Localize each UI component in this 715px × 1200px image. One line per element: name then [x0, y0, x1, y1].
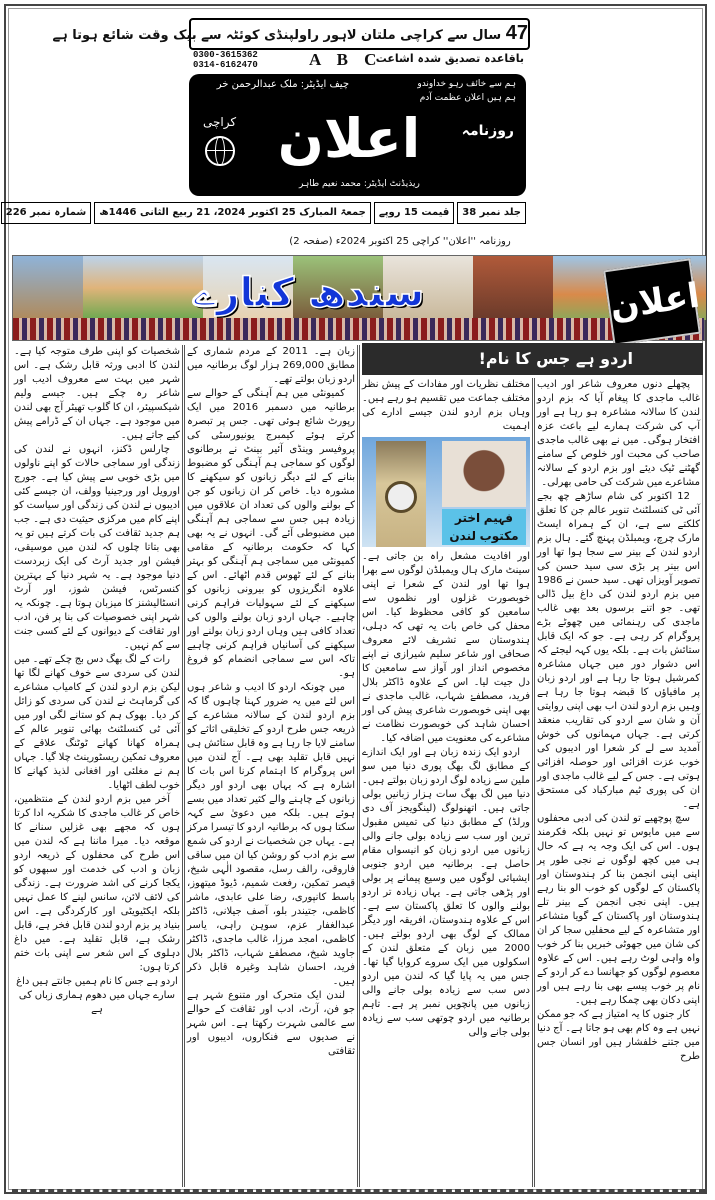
tagline-number: 47 [505, 22, 528, 44]
banner-title: سندھ کنارے [193, 270, 425, 316]
banner-photo [473, 256, 553, 320]
column-divider [532, 378, 535, 1187]
issue-info-row [5, 202, 526, 224]
certified-label: باقاعدہ تصدیق شدہ اشاعت [375, 52, 524, 65]
masthead [5, 12, 530, 228]
article-column-2 [362, 378, 530, 1040]
paragraph: اور افادیت مشعل راہ بن جاتی ہے۔ سینٹ مارک ہال ویمبلڈن لوگوں سے بھرا ہوا تھا اور لندن کے شعرا نے اپنی خوبصورت غزلوں اور نظموں سے سامعین کو کافی محظوظ کیا۔ اس محفل کی خاص بات یہ تھی کہ دہلی، ہندوستان سے تشریف لائے معروف صحافی اور شاعر سلیم شیرازی نے اپنے مخصوص انداز اور آواز سے سامعین کا دل جیت لیا۔ اس کے علاوہ ڈاکٹر بلال فرید، مصطفےٰ شہاب، غالب ماجدی نے بھی اپنی خوبصورت شاعری پیش کی اور احسان شاہد کی خوبصورت نظامت نے مشاعرے کی معنویت میں اضافہ کیا۔ [362, 551, 530, 744]
newspaper-logo: اعلان [277, 107, 421, 170]
price: قیمت 15 روپے [374, 202, 454, 224]
couplet-line-1: اردو ہے جس کا نام ہمیں جانتے ہیں داغ [16, 976, 178, 987]
article-headline: اردو ہے جس کا نام! [362, 343, 703, 375]
author-caption [442, 509, 526, 545]
page-dateline: روزنامہ ''اعلان'' کراچی 25 اکتوبر 2024ء (صفحہ 2) [289, 236, 511, 247]
volume-number: جلد نمبر 38 [457, 202, 526, 224]
ajrak-pattern-strip [13, 318, 704, 340]
banner-photo [83, 256, 203, 320]
paragraph: کار جنوں کا یہ امتیاز ہے کہ جو ممکن نہیں ہے وہ کام بھی ہو جاتا ہے۔ آج دنیا میں جتنے خلفشار ہیں اور انسان جس طرح [537, 1009, 700, 1062]
masthead-tagline [52, 18, 530, 50]
city-label: کراچی [203, 115, 237, 129]
bottom-divider [12, 1189, 705, 1192]
globe-icon [205, 136, 235, 166]
issue-date: جمعۃ المبارک 25 اکتوبر 2024، 21 ربیع الثانی 1446ھ [94, 202, 371, 224]
chief-editor: چیف ایڈیٹر: ملک عبدالرحمن خر [216, 79, 349, 90]
tagline-text: سال سے کراچی ملتان لاہور راولپنڈی کوئٹہ سے بیک وقت شائع ہوتا ہے [52, 28, 502, 43]
paragraph: پچھلے دنوں معروف شاعر اور ادیب غالب ماجدی کا پیغام آیا کہ بزم اردو لندن کا سالانہ مشاعرہ ہو رہا ہے اور آپ کی شرکت ہمارے لیے باعث عزہ افتخار ہوگی۔ میں نے بھی غالب ماجدی صاحب کی محبت اور خلوص کے سامنے گھٹنے ٹیک دیئے اور بزم اردو کے سالانہ مشاعرے میں شرکت کی حامی بھرلی۔ [537, 379, 700, 488]
banner-photo [13, 256, 83, 320]
paragraph: میں چونکہ اردو کا ادیب و شاعر ہوں اس لئے میں یہ ضرور کہنا چاہوں گا کہ بزم اردو لندن کے سالانہ مشاعرے کے ذریعہ جس طرح اردو کے تخلیقی اثاثے کو سامنے لایا جا رہا ہے وہ قابل ستائش ہی نہیں قابل تقلید بھی ہے۔ آج لندن میں اس پروگرام کا اہتمام کرنا اس بات کا اشارہ ہے کہ یہاں بھی اردو اور دیگر زبانوں کے چاہنے والے کثیر تعداد میں بسے ہوئے ہیں۔ بلکہ میں دعویٰ سے کہہ سکتا ہوں کہ برطانیہ اردو کا تیسرا مرکز ہے۔ یہاں جن شخصیات نے اردو کی شمع سے بزم ادب کو روشن کیا ان میں ساقی فاروقی، رالف رسل، مقصود الٰہی شیخ، قیصر تمکین، رفعت شمیم، ڈیوڈ میتھوز، باسط کانپوری، رضا علی عابدی، ماشر کاظمی، جتیندر بلو، آصف جیلانی، ڈاکٹر عبدالغفار عزم، سوہن راہی، یاسر کاظمی، امجد مرزا، غالب ماجدی، ڈاکٹر جاوید شیخ، مصطفےٰ شہاب، ڈاکٹر بلال فرید، احسان شاہد وغیرہ قابل ذکر ہیں۔ [187, 682, 355, 987]
motto-line-2: ہم ہیں اعلان عظمت آدم [419, 93, 516, 103]
masthead-logo-block [189, 74, 526, 196]
banner-logo: اعلان [603, 258, 701, 346]
paragraph: کمیونٹی میں ہم آہنگی کے حوالے سے برطانیہ میں دسمبر 2016 میں ایک رپورٹ شائع ہوئی تھی۔ جس پر تبصرہ کرتے ہوئے کیمبرج یونیورسٹی کی پروفیسر وینڈی آئیر بینٹ نے برطانوی لوگوں کو سماجی ہم آہنگی کو مضبوط بنانے کے لئے دیگر زبانوں کو سیکھنے کا مشورہ دیا۔ خاص کر ان زبانوں کو جن کے بولنے والوں کی تعداد ان علاقوں میں زیادہ ہیں جس سے سماجی ہم آہنگی میں مضبوطی آئے گی۔ انہوں نے یہ بھی کہا کہ حکومت برطانیہ کے مقامی کمیونٹی میں سماجی ہم آہنگی کو بہتر بنانے کے لئے ٹھوس قدم اٹھائے۔ اس کے علاوہ انگریزوں کو بیرونی زبانوں کو سیکھنے کے لئے سہولیات فراہم کرنی چاہیے۔ جہاں اردو زبان بولنے والوں کی تعداد کافی ہیں وہاں اردو زبان بولنے اور سیکھنے کی آسانیاں فراہم کرنی چاہیے تاکہ اس سے سماجی انضمام کو فروغ ہو۔ [187, 388, 356, 679]
paragraph: شخصیات کو اپنی طرف متوجہ کیا ہے۔ لندن کا ادبی ورثہ قابل رشک ہے۔ اس شہر میں بہت سے معروف ادیب اور شاعر رہ چکے ہیں۔ جیسے ولیم شیکسپیئر، ان کا گلوب تھیٹر آج بھی لندن میں موجود ہے۔ جہاں ان کے ڈرامے پیش کیے جاتے ہیں۔ [14, 346, 180, 441]
roznama-label: روزنامہ [461, 123, 514, 139]
author-portrait [442, 441, 526, 507]
author-photo-collage [362, 437, 530, 547]
big-ben-image [376, 441, 426, 547]
paragraph: 12 اکتوبر کی شام ساڑھے چھ بجے آئی ٹی کنسلٹنٹ تنویر عالم جن کا تعلق کلکتے سے ہے، ان کے ہمراہ ایسٹ مارک چرچ، ویمبلڈن پہنچ گئے۔ ہال بزم اردو لندن کے بینر سے سجا ہوا تھا اور اس بینر پر بڑی سی سید حسن کی تصویر آویزاں تھی۔ سید حسن نے 1986 میں بزم اردو لندن کی داغ بیل ڈالی تھی۔ جو اتنے برسوں بعد بھی غالب ماجدی کی رہنمائی میں چھوٹے بڑے پروگرام کر رہی ہے۔ جو کہ ایک قابل ستائش بات ہے۔ بلکہ یوں کہہ لیجئے کہ اس دشوار دور میں جہاں مشاعرہ کمرشیل ہوتا جا رہا ہے اور اردو زبان پر مافیاؤں کا قبضہ ہوتا جا رہا ہے وہیں بزم اردو لندن اب بھی اپنی روایتی آن و شان سے اردو کی تقاریب منعقد کرتی ہے۔ جہاں مہمانوں کی خوش آمدید سے لے کر شعرا اور ادیبوں کی خوب عزت افزائی اور حوصلہ افزائی ہوتی ہے۔ جس کے لیے غالب ماجدی اور ان کی پوری ٹیم مبارکباد کی مستحق ہے۔ [537, 491, 700, 810]
paragraph: آخر میں بزم اردو لندن کے منتظمین، خاص کر غالب ماجدی کا شکریہ ادا کرتا ہوں کہ مجھے بھی غزلیں سنانے کا موقعہ دیا۔ میرا ماننا ہے کہ لندن میں اس طرح کی محفلوں کے ذریعہ اردو زبان و ادب کی خدمت اور سبھوں کو یکجا کرنے کی اشد ضرورت ہے۔ زندگی کی لائف لائن، سانس لینے کا عمل نہیں بلکہ ایکٹیویٹی اور کارکردگی ہے۔ اس بنیاد پر بزم اردو لندن قابل فخر ہے، قابل رشک ہے، قابل تقلید ہے۔ میں داغ دہلوی کے اس شعر سے اپنی بات ختم کرتا ہوں: [14, 794, 180, 973]
couplet-line-2: سارے جہاں میں دھوم ہماری زباں کی ہے [18, 990, 176, 1015]
column-divider [357, 345, 360, 1187]
resident-editor: ریذیڈنٹ ایڈیٹر: محمد نعیم طاہر [299, 179, 420, 189]
paragraph: زبان ہے۔ 2011 کے مردم شماری کے مطابق 269,000 ہزار لوگ برطانیہ میں اردو زبان بولتے تھے۔ [187, 346, 355, 385]
issue-number: شمارہ نمبر 226 [1, 202, 92, 224]
phone-numbers [193, 50, 258, 70]
clock-face [385, 481, 417, 513]
paragraph: رات کے لگ بھگ دس بج چکے تھے۔ میں لندن کی سردی سے خوف کھانے لگا تھا لیکن بزم اردو لندن کے کامیاب مشاعرے کی گرماہٹ نے لندن کی سردی کو زائل کر دیا۔ بھوک ہم کو ستانے لگی اور میں آئی ٹی کنسلٹنٹ بھائی تنویر عالم کے ہمراہ کھانا کھانے ٹوٹنگ علاقے کے معروف تمکین ریسٹورینٹ چلا گیا۔ جہاں ہم نے مغلئی اور افغانی لذیذ کھانے کا خوب لطف اٹھایا۔ [14, 654, 180, 791]
motto-line-1: ہم سے خائف رہو خداوندو [417, 79, 516, 89]
paragraph: لندن ایک متحرک اور متنوع شہر ہے جو فن، آرٹ، ادب اور ثقافت کے حوالے سے عالمی شہرت رکھتا ہے۔ اس شہر نے صدیوں سے فنکاروں، ادیبوں اور ثقافتی [187, 990, 355, 1057]
paragraph: اردو ایک زندہ زبان ہے اور ایک اندازے کے مطابق لگ بھگ پوری دنیا میں سو ملین سے زیادہ لوگ اردو زبان بولتے ہیں۔ دنیا میں لگ بھگ سات ہزار زبانیں بولی جاتی ہیں۔ اتھنولوگ (لینگویجز آف دی ورلڈ) کے مطابق دنیا کی تمیس مقبول ترین اور سب سے زیادہ بولی جانے والی زبانوں میں اردو زبان کو انیسواں مقام حاصل ہے۔ برطانیہ میں اردو جنوبی ایشیائی لوگوں میں وسیع پیمانے پر بولی اور پڑھی جاتی ہے۔ یہاں زیادہ تر اردو بولنے والوں کا تعلق پاکستان سے ہے۔ اس کے علاوہ ہندوستان، افریقہ اور دیگر ممالک کے لوگ بھی اردو بولتے ہیں۔ 2000 میں زبان کے متعلق لندن کے اسکولوں میں ایک سروے کروایا گیا تھا۔ جس میں یہ پایا گیا کہ لندن میں اردو دس سب سے زیادہ بولی جانے والی زبانوں میں پانچویں نمبر پر ہے۔ تاہم برطانیہ میں اردو چوتھی سب سے زیادہ بولی جانے والی [362, 747, 530, 1038]
abc-mark: A B C [309, 50, 383, 69]
section-banner [12, 255, 705, 341]
article-column-1 [537, 378, 700, 1064]
author-name: فہیم اختر [455, 511, 513, 525]
article-column-4 [14, 345, 180, 1017]
paragraph: چارلس ڈکنز، انہوں نے لندن کی زندگی اور سماجی حالات کو اپنے ناولوں میں بڑی خوبی سے پیش کیا ہے۔ جورج اورویل اور ورجینیا وولف، ان جیسے کئی ادیبوں نے لندن کی زندگی اور سیاست کو اپنے کام میں مرکزی حیثیت دی ہے۔ جب ہم جدید ثقافت کی بات کرتے ہیں تو یہ بھی بتاتا چلوں کہ لندن میں موسیقی، فیشن اور جدید آرٹ کی ایک زبردست دنیا موجود ہے۔ یہ شہر دنیا کے بہترین کنسرٹس، فیشن شوز، اور آرٹ انسٹالیشنز کا میزبان ہوتا ہے۔ چونکہ یہ شہر اپنی خصوصیات کی بنا پر فن، ادب اور ثقافت کے دیوانوں کے لئے کسی جنت سے کم نہیں۔ [14, 444, 180, 651]
article-column-3 [187, 345, 355, 1059]
phone-2: 0314-6162470 [193, 60, 258, 70]
paragraph: مختلف نظریات اور مفادات کے پیش نظر مختلف جماعت میں تقسیم ہو رہے ہیں۔ وہاں بزم اردو لندن جیسے ادارے کی اہمیت [362, 379, 530, 432]
column-divider [182, 345, 185, 1187]
phone-1: 0300-3615362 [193, 50, 258, 60]
column-name: مکتوب لندن [449, 529, 519, 543]
paragraph: سچ پوچھیے تو لندن کی ادبی محفلوں سے میں مایوس تو نہیں بلکہ فکرمند ہوں۔ اس کی ایک وجہ یہ ہے کہ حال ہی میں کچھ لوگوں نے نجی طور پر اپنی اپنی انجمن بنا کر ہندوستان اور پاکستان کے لوگوں کو خوب الو بنا رہے ہیں۔ اپنی نجی انجمن کے بینر تلے ہندوستان اور پاکستان کے گویا متشاعر اور متشاعرہ کے لیے محفلیں سجا کر ان کی شان میں جھوٹی خبریں بنا کر خوب واہ واہی لوٹ رہے ہیں۔ اس کے علاوہ معصوم لوگوں کو جھانسا دے کر اردو کے نام پر خوب پیسے بھی بنا رہے ہیں اور اپنی دکان بھی چمکا رہے ہیں۔ [537, 813, 700, 1006]
